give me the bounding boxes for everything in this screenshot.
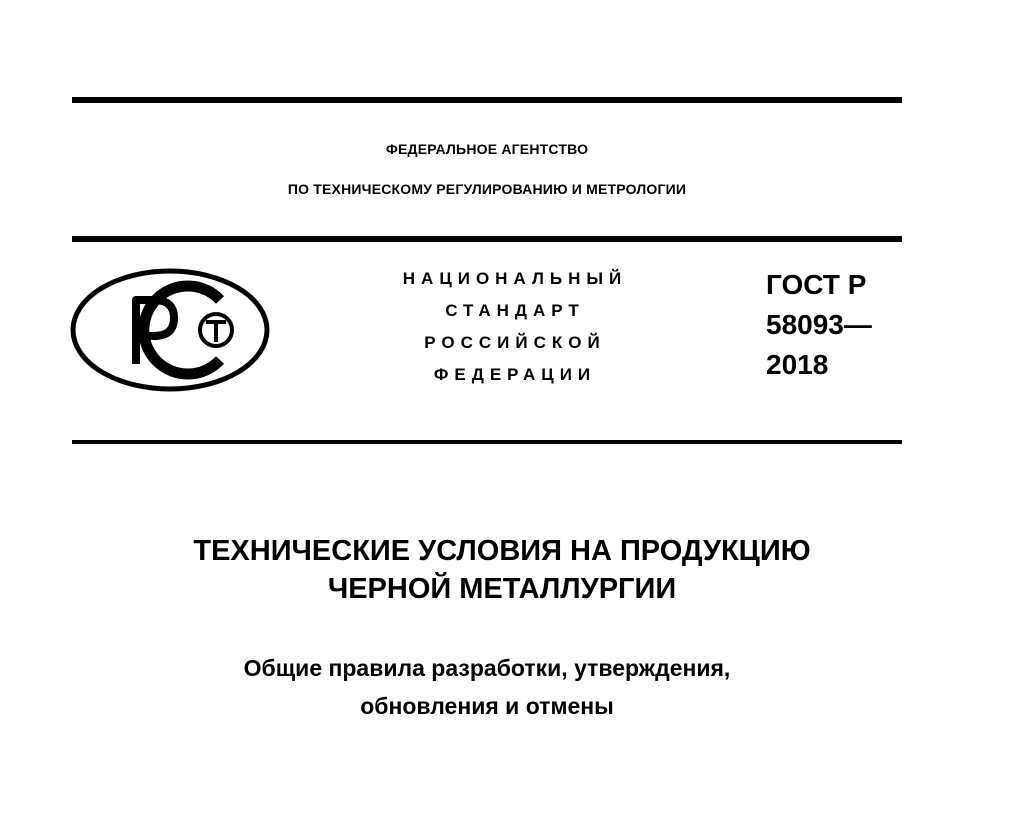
document-subtitle-line-2: обновления и отмены xyxy=(360,693,614,719)
document-title-line-2: ЧЕРНОЙ МЕТАЛЛУРГИИ xyxy=(327,573,677,605)
standard-code-line-1: ГОСТ Р xyxy=(766,269,867,300)
header-bottom-rule xyxy=(72,440,902,444)
national-standard-line-4: ФЕДЕРАЦИИ xyxy=(433,365,597,384)
standard-code-line-3: 2018 xyxy=(766,349,829,380)
standard-code-line-2: 58093— xyxy=(766,309,872,340)
document-subtitle-line-1: Общие правила разработки, утверждения, xyxy=(243,655,731,681)
gost-r-logo-icon xyxy=(70,268,270,392)
document-title-line-1: ТЕХНИЧЕСКИЕ УСЛОВИЯ НА ПРОДУКЦИЮ xyxy=(193,535,811,567)
national-standard-line-2: СТАНДАРТ xyxy=(445,301,585,320)
agency-line-1: ФЕДЕРАЛЬНОЕ АГЕНТСТВО xyxy=(385,141,589,157)
top-rule xyxy=(72,97,902,103)
agency-line-2: ПО ТЕХНИЧЕСКОМУ РЕГУЛИРОВАНИЮ И МЕТРОЛОГИИ xyxy=(287,181,687,197)
agency-bottom-rule xyxy=(72,236,902,242)
national-standard-line-1: НАЦИОНАЛЬНЫЙ xyxy=(402,269,628,288)
national-standard-line-3: РОССИЙСКОЙ xyxy=(424,333,606,352)
